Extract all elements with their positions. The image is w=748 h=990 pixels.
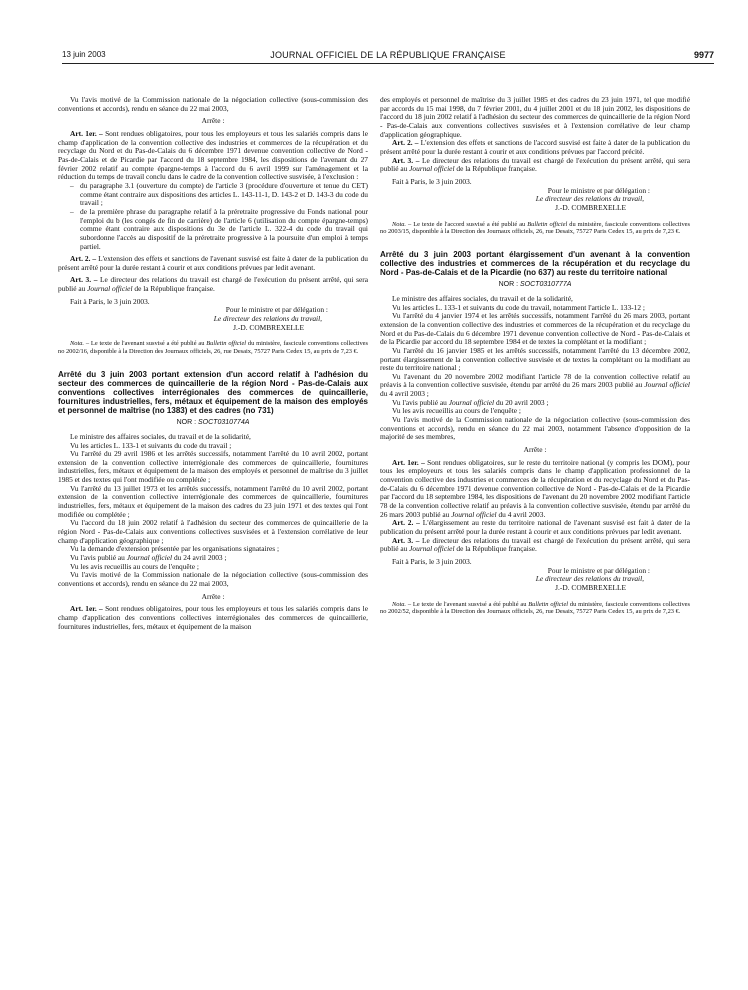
article-label: Art. 1er. – bbox=[70, 128, 103, 138]
paragraph: des employés et personnel de maîtrise du 3 juillet 1985 et des cadres du 23 juin 1971, tel que modifié par accords du 15 mai 1998, du 7 février 2001, du 4 juillet 2001 et du 18 juin 2002, les dispositions de l'accord du 18 juin 2002 relatif à l'adhésion du secteur des commerces de quincaillerie de la région Nord - Pas-de-Calais aux conventions collectives susvisées et à l'extension corrélative de leur champ d'application géographique. bbox=[380, 95, 690, 139]
list-item: – du paragraphe 3.1 (ouverture du compte) de l'article 3 (procédure d'ouverture et tenue du CET) comme étant contraire aux dispositions des articles L. 143-11-1, D. 143-2 et D. 143-3 du code du travail ; bbox=[70, 182, 368, 208]
paragraph: Le ministre des affaires sociales, du travail et de la solidarité, bbox=[70, 431, 251, 441]
journal-name: Journal officiel bbox=[448, 397, 495, 407]
article-1 bbox=[58, 605, 368, 631]
nor-code: SOCT0310777A bbox=[520, 280, 572, 288]
paragraph: Vu l'avis motivé de la Commission nationale de la négociation collective (sous-commission des conventions et accords), rendu en séance du 22 mai 2003, notamment l'absence d'opposition de la majorité de ses membres, bbox=[380, 415, 690, 442]
right-column bbox=[380, 96, 690, 616]
paragraph: Vu l'avis motivé de la Commission nationale de la négociation collective (sous-commission des conventions et accords), rendu en séance du 22 mai 2003, bbox=[58, 570, 368, 588]
decree-title: Arrêté du 3 juin 2003 portant élargissement d'un avenant à la convention collective des industries et commerces de la récupération et du recyclage du Nord - Pas-de-Calais et de la Picardie (no 637) au reste du territoire national bbox=[380, 249, 690, 277]
article-label: Art. 1er. – bbox=[392, 457, 425, 467]
nor-code: SOCT0310774A bbox=[198, 418, 250, 426]
journal-name: Journal officiel bbox=[644, 380, 690, 390]
nor-reference bbox=[58, 419, 368, 427]
arrete-heading: Arrête : bbox=[201, 591, 225, 601]
list-item: – de la première phrase du paragraphe relatif à la préretraite progressive du Fonds national pour l'emploi du b (les congés de fin de carrière) de l'article 6 (utilisation du compte épargne-temps) comme étant contraire aux dispositions du 3e de l'article L. 322-4 du code du travail qui subordonne l'accès au dispositif de la préretraite progressive à la poursuite d'un emploi à temps partiel. bbox=[70, 208, 368, 251]
nota-label: Nota. – bbox=[392, 600, 412, 608]
paragraph: Vu la demande d'extension présentée par les organisations signataires ; bbox=[70, 544, 280, 554]
bulletin-name: Bulletin officiel bbox=[527, 220, 568, 228]
paragraph-text: du 24 avril 2003 ; bbox=[173, 553, 227, 563]
article-text: Sont rendues obligatoires, pour tous les employeurs et tous les salariés compris dans le champ d'application de la convention collective des industries et commerces de la récupération et du recyclage du Nord et du Pas-de-Calais du 6 décembre 1971 devenue convention collective de Nord - Pas-de-Calais et de Picardie par l'accord du 18 septembre 1984, les dispositions de l'avenant du 27 février 2002 relatif au compte épargne-temps à l'accord du 6 avril 1999 sur l'aménagement et la réduction du temps de travail conclu dans le cadre de la convention collective susvisée, à l'exclusion : bbox=[58, 128, 368, 182]
nota bbox=[380, 221, 690, 236]
article-label: Art. 1er. – bbox=[70, 604, 103, 614]
nota-text: Le texte de l'avenant susvisé a été publié au bbox=[90, 340, 205, 348]
nota-text: du ministère, fascicule conventions collectives no 2002/16, disponible à la Direction des Journaux officiels, 26, rue Desaix, 75727 Paris Cedex 15, au prix de 7,23 €. bbox=[58, 340, 368, 355]
paragraph bbox=[380, 373, 690, 399]
fait-line: Fait à Paris, le 3 juin 2003. bbox=[392, 176, 472, 186]
header-journal-title: JOURNAL OFFICIEL DE LA RÉPUBLIQUE FRANÇAISE bbox=[270, 50, 506, 60]
journal-name: Journal officiel bbox=[451, 509, 497, 519]
nota-text: Le texte de l'accord susvisé a été publié au bbox=[413, 220, 526, 228]
article-label: Art. 3. – bbox=[392, 535, 420, 545]
journal-name: Journal officiel bbox=[409, 164, 455, 174]
paragraph: Vu les articles L. 133-1 et suivants du code du travail, notamment l'article L. 133-12 ; bbox=[392, 302, 645, 312]
header-rule bbox=[62, 63, 714, 64]
article-1 bbox=[380, 459, 690, 520]
signature-name: J.-D. COMBREXELLE bbox=[555, 202, 626, 212]
article-text: de la République française. bbox=[456, 544, 537, 554]
nor-label: NOR : bbox=[176, 418, 197, 426]
nor-label: NOR : bbox=[498, 280, 519, 288]
paragraph: Vu l'arrêté du 4 janvier 1974 et les arrêtés successifs, notamment l'arrêté du 26 mars 2003, portant extension de la convention collective des industries et commerces de la récupération et du recyclage du Nord et du Pas-de-Calais du 6 décembre 1971 devenue convention collective de Nord - Pas-de-Calais et de la Picardie par accord du 18 septembre 1984 et de textes la complétant et la modifiant ; bbox=[380, 311, 690, 347]
paragraph: Vu l'arrêté du 16 janvier 1985 et les arrêtés successifs, notamment l'arrêté du 13 décembre 2002, portant élargissement de la convention collective susvisée et de textes la complétant ou la modifiant au reste du territoire national ; bbox=[380, 345, 690, 373]
arrete-heading: Arrête : bbox=[523, 445, 547, 455]
nor-reference bbox=[380, 281, 690, 289]
article-text: L'extension des effets et sanctions de l'avenant susvisé est faite à dater de la publication du présent arrêté pour la durée restant à courir et aux conditions prévues par ledit avenant. bbox=[58, 254, 368, 272]
arrete-heading: Arrête : bbox=[201, 116, 225, 126]
bulletin-name: Bulletin officiel bbox=[528, 600, 569, 608]
signature-name: J.-D. COMBREXELLE bbox=[233, 322, 304, 332]
nota bbox=[380, 601, 690, 616]
article-1 bbox=[58, 130, 368, 182]
article-label: Art. 2. – bbox=[392, 518, 420, 528]
article-text: Le directeur des relations du travail est chargé de l'exécution du présent arrêté, qui sera publié au bbox=[58, 275, 368, 294]
article-text: Le directeur des relations du travail est chargé de l'exécution du présent arrêté, qui sera publié au bbox=[380, 155, 690, 174]
journal-name: Journal officiel bbox=[409, 544, 455, 554]
header-date: 13 juin 2003 bbox=[62, 50, 106, 59]
article-text: de la République française. bbox=[456, 164, 537, 174]
paragraph-text: Vu l'avis publié au bbox=[70, 553, 125, 563]
paragraph-text: du 4 avril 2003 ; bbox=[380, 389, 429, 399]
paragraph: Vu l'avis motivé de la Commission nationale de la négociation collective (sous-commission des conventions et accords), rendu en séance du 22 mai 2003, bbox=[58, 95, 368, 113]
article-text: Le directeur des relations du travail est chargé de l'exécution du présent arrêté, qui sera publié au bbox=[380, 535, 690, 554]
article-label: Art. 2. – bbox=[392, 138, 419, 148]
paragraph: Vu les avis recueillis au cours de l'enquête ; bbox=[70, 561, 199, 571]
nota-text: du ministère, fascicule conventions collectives no 2003/15, disponible à la Direction des Journaux officiels, 26, rue Desaix, 75727 Paris Cedex 15, au prix de 7,23 €. bbox=[380, 220, 690, 236]
fait-line: Fait à Paris, le 3 juin 2003. bbox=[392, 556, 472, 566]
left-column bbox=[58, 96, 368, 631]
header-page-number: 9977 bbox=[693, 50, 714, 60]
paragraph: Vu l'accord du 18 juin 2002 relatif à l'adhésion du secteur des commerces de quincaillerie de la région Nord - Pas-de-Calais aux conventions collectives susvisées et à l'extension corrélative de leur champ d'application géographique ; bbox=[58, 518, 368, 545]
bulletin-name: Bulletin officiel bbox=[206, 340, 247, 348]
article-text: Sont rendues obligatoires, sur le reste du territoire national (y compris les DOM), pour tous les employeurs et tous les salariés compris dans le champ d'application professionnel de la convention collective des industries et commerces de la récupération et du recyclage du Nord et du Pas-de-Calais du 6 décembre 1971 devenue convention collective de Nord - Pas-de-Calais et de la Picardie par l'accord du 18 septembre 1984, les dispositions de l'avenant du 20 novembre 2002 modifiant l'article 78 de la convention collective relatif au préavis à la convention collective susvisée, étendu par arrêté du 26 mars 2003 publié au bbox=[380, 457, 690, 519]
article-2 bbox=[58, 255, 368, 272]
signature-line: Pour le ministre et par délégation : bbox=[547, 185, 650, 195]
article-3 bbox=[58, 276, 368, 293]
page-header bbox=[62, 50, 714, 64]
signature-title: Le directeur des relations du travail, bbox=[213, 314, 322, 324]
fait-line: Fait à Paris, le 3 juin 2003. bbox=[70, 296, 150, 306]
decree-title: Arrêté du 3 juin 2003 portant extension d'un accord relatif à l'adhésion du secteur des commerces de quincaillerie de la région Nord - Pas-de-Calais aux conventions collectives interrégionales des commerces de quincaillerie, fournitures industrielles, fers, métaux et équipement de la maison des employés et personnel de maîtrise (no 1383) et des cadres (no 731) bbox=[58, 369, 368, 415]
nota-label: Nota. – bbox=[392, 220, 412, 228]
nota bbox=[58, 340, 368, 355]
article-text: du 4 avril 2003. bbox=[498, 509, 546, 519]
nota-text: du ministère, fascicule conventions collectives no 2002/52, disponible à la Direction des Journaux officiels, 26, rue Desaix, 75727 Paris Cedex 15, au prix de 7,23 €. bbox=[380, 600, 690, 616]
article-text: L'extension des effets et sanctions de l'accord susvisé est faite à dater de la publication du présent arrêté pour la durée restant à courir et aux conditions prévues par l'accord précité. bbox=[380, 138, 690, 156]
paragraph-text: Vu l'avis publié au bbox=[392, 397, 447, 407]
article-label: Art. 3. – bbox=[70, 275, 98, 285]
journal-name: Journal officiel bbox=[87, 284, 133, 294]
signature-title: Le directeur des relations du travail, bbox=[535, 194, 644, 204]
signature-line: Pour le ministre et par délégation : bbox=[225, 305, 328, 315]
article-text: L'élargissement au reste du territoire national de l'avenant susvisé est fait à dater de la publication du présent arrêté pour la durée restant à courir et aux conditions prévues par ledit avenant. bbox=[380, 518, 690, 536]
journal-name: Journal officiel bbox=[126, 553, 173, 563]
nota-label: Nota. – bbox=[70, 340, 90, 348]
article-label: Art. 2. – bbox=[70, 254, 97, 264]
article-2 bbox=[380, 139, 690, 156]
article-3 bbox=[380, 157, 690, 174]
paragraph: Vu les articles L. 133-1 et suivants du code du travail ; bbox=[70, 440, 232, 450]
paragraph: Vu l'arrêté du 29 avril 1986 et les arrêtés successifs, notamment l'arrêté du 10 avril 2002, portant extension de la convention collective interrégionale des commerces de quincaillerie, fournitures industrielles, fers, métaux et équipement de la maison des employés et personnel de maîtrise du 3 juillet 1985 et des textes qui l'ont modifiée ou complétée ; bbox=[58, 449, 368, 485]
paragraph-text: du 20 avril 2003 ; bbox=[495, 397, 549, 407]
nota-text: Le texte de l'avenant susvisé a été publié au bbox=[412, 600, 527, 608]
article-text: Sont rendues obligatoires, pour tous les employeurs et tous les salariés compris dans le champ d'application des conventions collectives interrégionales des commerces de quincaillerie, fournitures industrielles, fers, métaux et équipement de la maison bbox=[58, 604, 368, 631]
article-2 bbox=[380, 519, 690, 536]
article-text: de la République française. bbox=[134, 284, 215, 294]
article-label: Art. 3. – bbox=[392, 155, 420, 165]
signature-line: Pour le ministre et par délégation : bbox=[547, 565, 650, 575]
exclusion-list bbox=[58, 182, 368, 251]
paragraph: Le ministre des affaires sociales, du travail et de la solidarité, bbox=[392, 293, 573, 303]
article-3 bbox=[380, 537, 690, 554]
signature-name: J.-D. COMBREXELLE bbox=[555, 582, 626, 592]
signature-title: Le directeur des relations du travail, bbox=[535, 574, 644, 584]
paragraph-text: Vu l'avenant du 20 novembre 2002 modifiant l'article 78 de la convention collective relatif au préavis à la convention collective susvisée, étendu par arrêté du 26 mars 2003 publié au bbox=[380, 371, 690, 390]
paragraph: Vu l'arrêté du 13 juillet 1973 et les arrêtés successifs, notamment l'arrêté du 10 avril 2002, portant extension de la convention collective interrégionale des commerces de quincaillerie, fournitures industrielles, fers, métaux et équipement de la maison des cadres du 23 juin 1971 et des textes qui l'ont modifiée ou complétée ; bbox=[58, 483, 368, 519]
paragraph: Vu les avis recueillis au cours de l'enquête ; bbox=[392, 406, 521, 416]
